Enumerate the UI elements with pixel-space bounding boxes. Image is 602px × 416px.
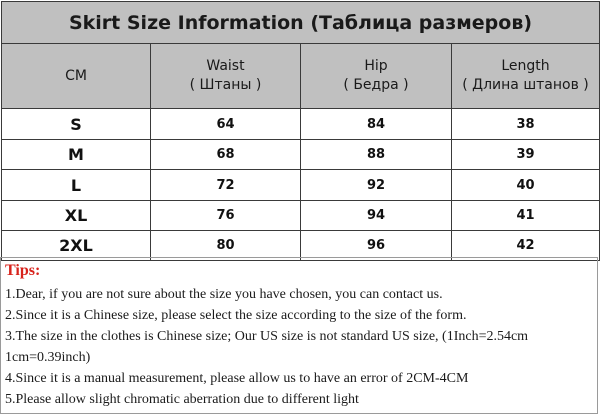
table-row bbox=[2, 201, 600, 231]
tips-title: Tips: bbox=[5, 262, 41, 279]
waist-cell: 64 bbox=[151, 109, 301, 140]
size-cell: L bbox=[2, 170, 151, 201]
length-cell: 42 bbox=[452, 231, 600, 261]
table-row bbox=[2, 140, 600, 170]
hip-cell: 94 bbox=[301, 201, 452, 231]
tip-line: 4.Since it is a manual measurement, please allow us to have an error of 2CM-4CM bbox=[5, 371, 469, 386]
length-cell: 40 bbox=[452, 170, 600, 201]
header-waist-translation: ( Штаны ) bbox=[189, 77, 262, 93]
size-cell: S bbox=[2, 109, 151, 140]
tip-line: 3.The size in the clothes is Chinese size; Our US size is not standard US size, (1Inch=2.54cm bbox=[5, 329, 529, 344]
tip-line: 1.Dear, if you are not sure about the size you have chosen, you can contact us. bbox=[5, 287, 443, 302]
hip-cell: 88 bbox=[301, 140, 452, 170]
table-row bbox=[2, 170, 600, 201]
table-title: Skirt Size Information (Таблица размеров) bbox=[2, 2, 600, 44]
hip-cell: 92 bbox=[301, 170, 452, 201]
length-cell: 39 bbox=[452, 140, 600, 170]
size-cell: 2XL bbox=[2, 231, 151, 261]
header-row bbox=[2, 44, 600, 109]
waist-cell: 80 bbox=[151, 231, 301, 261]
size-cell: XL bbox=[2, 201, 151, 231]
waist-cell: 68 bbox=[151, 140, 301, 170]
waist-cell: 72 bbox=[151, 170, 301, 201]
hip-cell: 84 bbox=[301, 109, 452, 140]
tips-panel bbox=[0, 257, 598, 414]
header-length bbox=[452, 44, 600, 109]
header-length-translation: ( Длина штанов ) bbox=[462, 77, 589, 93]
length-cell: 41 bbox=[452, 201, 600, 231]
header-hip-label: Hip bbox=[364, 58, 388, 74]
header-length-label: Length bbox=[501, 58, 550, 74]
table-row bbox=[2, 231, 600, 261]
header-hip bbox=[301, 44, 452, 109]
length-cell: 38 bbox=[452, 109, 600, 140]
tip-line: 5.Please allow slight chromatic aberration due to different light bbox=[5, 392, 359, 407]
hip-cell: 96 bbox=[301, 231, 452, 261]
title-row bbox=[2, 2, 600, 44]
waist-cell: 76 bbox=[151, 201, 301, 231]
tip-line: 2.Since it is a Chinese size, please select the size according to the size of the form. bbox=[5, 308, 467, 323]
header-waist-label: Waist bbox=[206, 58, 245, 74]
header-hip-translation: ( Бедра ) bbox=[343, 77, 409, 93]
header-cm bbox=[2, 44, 151, 109]
size-cell: M bbox=[2, 140, 151, 170]
header-waist bbox=[151, 44, 301, 109]
tip-line: 1cm=0.39inch) bbox=[5, 350, 91, 365]
size-table bbox=[1, 1, 600, 261]
header-cm-label: CM bbox=[65, 67, 87, 84]
table-row bbox=[2, 109, 600, 140]
